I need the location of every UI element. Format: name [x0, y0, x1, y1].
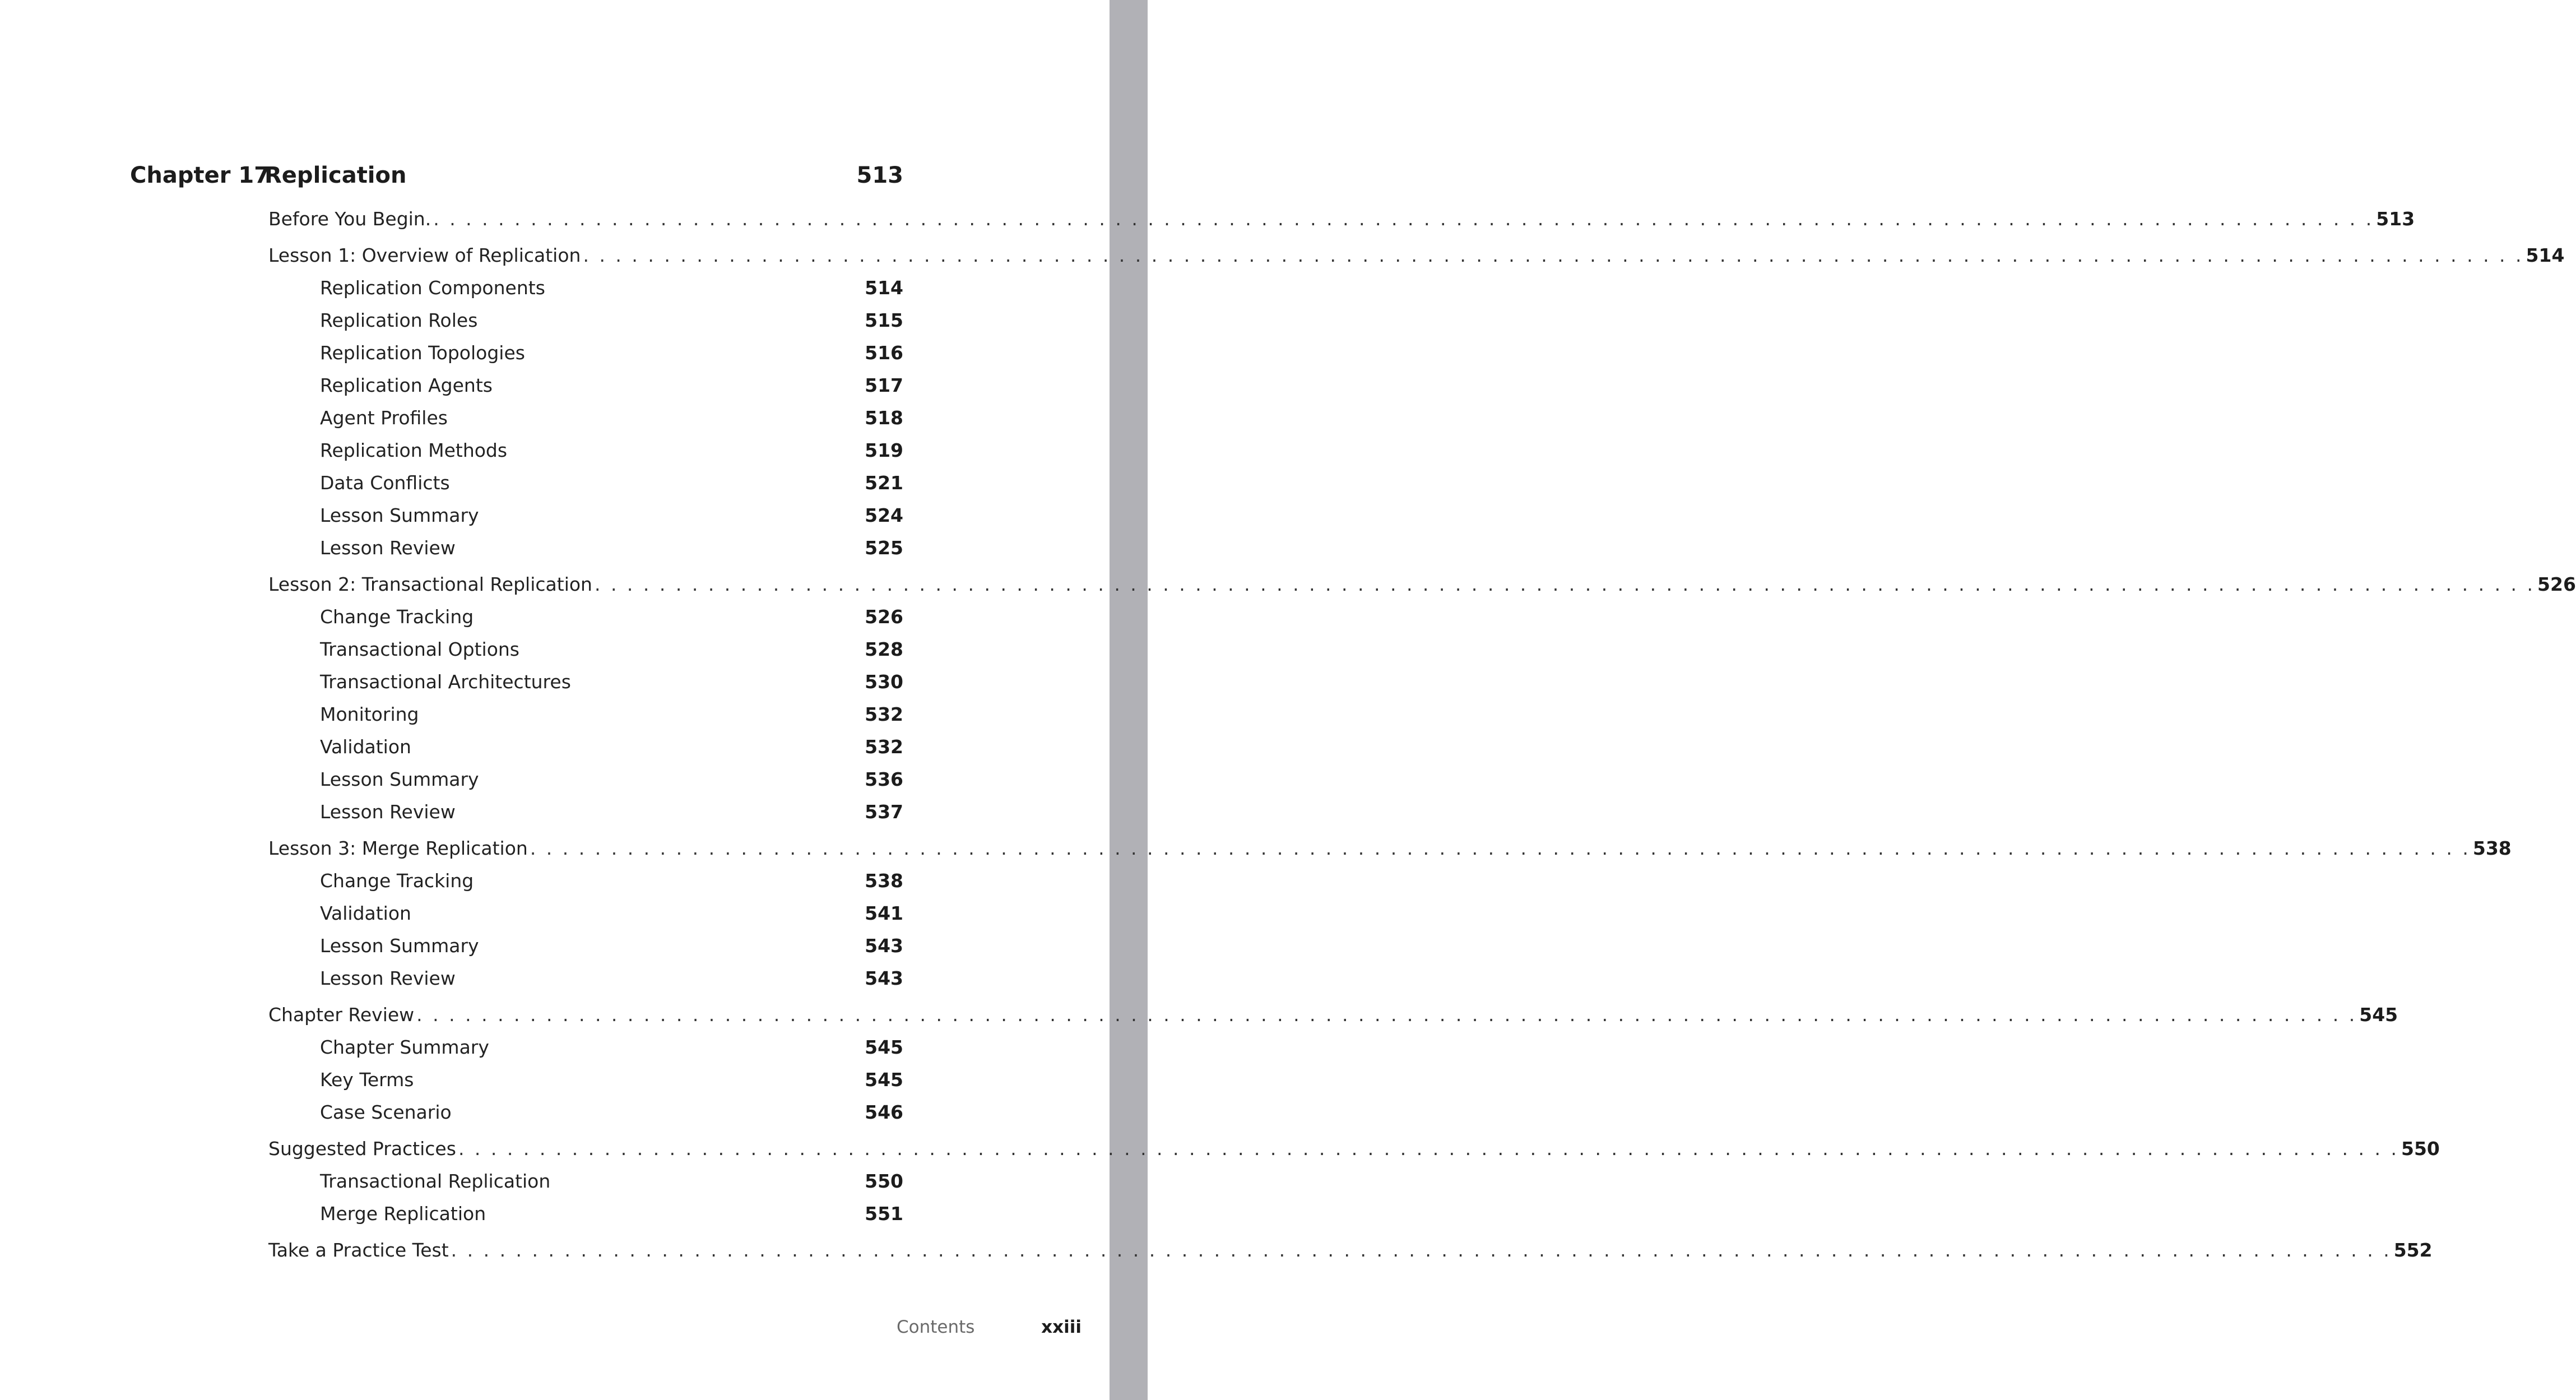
toc-page-number: 545	[865, 1036, 903, 1058]
toc-page-number: 525	[865, 537, 903, 559]
toc-entry-label: Lesson 2: Transactional Replication	[268, 573, 592, 595]
toc-entry-label: Replication Topologies	[320, 342, 525, 364]
toc-subsection-entry	[320, 1035, 903, 1060]
toc-entry-label: Chapter Review	[268, 1004, 415, 1026]
toc-subsection-entry	[320, 637, 903, 662]
toc-page-number: 516	[865, 342, 903, 364]
chapter-number: Chapter 17	[130, 163, 270, 188]
toc-entry-label: Lesson Review	[320, 801, 456, 823]
toc-page-number: 514	[2526, 244, 2565, 266]
footer-label: Contents	[897, 1317, 975, 1337]
chapter-heading	[130, 163, 903, 196]
toc-entry-label: Validation	[320, 902, 411, 924]
toc-entry-label: Replication Agents	[320, 374, 493, 396]
toc-section-entry	[268, 572, 2576, 597]
toc-page-number: 545	[865, 1069, 903, 1091]
toc-subsection-entry	[320, 503, 903, 528]
toc-entry-label: Lesson Summary	[320, 504, 479, 526]
toc-entry-label: Transactional Architectures	[320, 671, 571, 693]
toc-subsection-entry	[320, 1202, 903, 1226]
toc-entry-label: Lesson Summary	[320, 935, 479, 957]
toc-subsection-entry	[320, 373, 903, 398]
toc-entry-label: Merge Replication	[320, 1203, 486, 1225]
toc-subsection-entry	[320, 341, 903, 365]
toc-entry-label: Suggested Practices	[268, 1138, 456, 1160]
toc-entry-label: Transactional Options	[320, 638, 519, 660]
toc-subsection-entry	[320, 735, 903, 759]
toc-subsection-entry	[320, 702, 903, 727]
toc-page-number: 518	[865, 407, 903, 429]
toc-section-entry	[268, 836, 2512, 861]
page-footer	[897, 1317, 1082, 1342]
toc-page-number: 538	[865, 870, 903, 892]
toc-subsection-entry	[320, 901, 903, 926]
chapter-title: Replication	[264, 163, 407, 188]
toc-entry-label: Case Scenario	[320, 1101, 452, 1123]
dot-leader: . . . . . . . . . . . . . . . . . . . . . . . . . . . . . . . . . . . . . . . . . . . . . . . . . . . . . . . . . . . . . . . . . . . . . . . . . . . . . . . . . . . . . . . . . . . . . . . . . . . . . . . . . . . . . . . . . . . . . . . .	[583, 244, 2524, 266]
toc-entry-label: Replication Methods	[320, 439, 508, 461]
toc-page-number: 543	[865, 967, 903, 989]
toc-subsection-entry	[320, 869, 903, 893]
toc-entry-label: Change Tracking	[320, 870, 474, 892]
toc-subsection-entry	[320, 438, 903, 463]
toc-page-number: 526	[2537, 573, 2576, 595]
toc-page-number: 550	[865, 1170, 903, 1192]
toc-subsection-entry	[320, 767, 903, 792]
toc-page-number: 552	[2393, 1239, 2433, 1261]
toc-subsection-entry	[320, 308, 903, 333]
toc-subsection-entry	[320, 1100, 903, 1125]
toc-entry-label: Lesson Review	[320, 537, 456, 559]
dot-leader: . . . . . . . . . . . . . . . . . . . . . . . . . . . . . . . . . . . . . . . . . . . . . . . . . . . . . . . . . . . . . . . . . . . . . . . . . . . . . . . . . . . . . . . . . . . . . . . . . . . . . . . . . . . . . . . . . . . . . . . .	[530, 837, 2471, 859]
toc-entry-label: Lesson Review	[320, 967, 456, 989]
toc-section-entry	[268, 207, 2415, 231]
dot-leader: . . . . . . . . . . . . . . . . . . . . . . . . . . . . . . . . . . . . . . . . . . . . . . . . . . . . . . . . . . . . . . . . . . . . . . . . . . . . . . . . . . . . . . . . . . . . . . . . . . . . . . . . . . . . . . . . . . . . . . . .	[594, 573, 2536, 595]
toc-page-number: 532	[865, 736, 903, 758]
toc-entry-label: Change Tracking	[320, 606, 474, 628]
toc-section-entry	[268, 1003, 2398, 1027]
toc-page-number: 550	[2401, 1138, 2440, 1160]
toc-page-number: 521	[865, 472, 903, 494]
dot-leader: . . . . . . . . . . . . . . . . . . . . . . . . . . . . . . . . . . . . . . . . . . . . . . . . . . . . . . . . . . . . . . . . . . . . . . . . . . . . . . . . . . . . . . . . . . . . . . . . . . . . . . . . . . . . . . . . . . . . . . . .	[451, 1239, 2392, 1261]
toc-subsection-entry	[320, 670, 903, 694]
toc-page-number: 515	[865, 309, 903, 331]
toc-page-number: 530	[865, 671, 903, 693]
toc-entry-label: Take a Practice Test	[268, 1239, 449, 1261]
toc-page-number: 528	[865, 638, 903, 660]
dot-leader: . . . . . . . . . . . . . . . . . . . . . . . . . . . . . . . . . . . . . . . . . . . . . . . . . . . . . . . . . . . . . . . . . . . . . . . . . . . . . . . . . . . . . . . . . . . . . . . . . . . . . . . . . . . . . . . . . . . . . . . .	[433, 208, 2374, 230]
dot-leader: . . . . . . . . . . . . . . . . . . . . . . . . . . . . . . . . . . . . . . . . . . . . . . . . . . . . . . . . . . . . . . . . . . . . . . . . . . . . . . . . . . . . . . . . . . . . . . . . . . . . . . . . . . . . . . . . . . . . . . . .	[416, 1004, 2357, 1026]
toc-page-number: 541	[865, 902, 903, 924]
toc-subsection-entry	[320, 1068, 903, 1092]
toc-entry-label: Lesson 1: Overview of Replication	[268, 244, 581, 266]
toc-section-entry	[268, 1238, 2433, 1263]
toc-subsection-entry	[320, 800, 903, 824]
toc-entry-label: Transactional Replication	[320, 1170, 551, 1192]
toc-subsection-entry	[320, 536, 903, 560]
toc-entry-label: Replication Roles	[320, 309, 478, 331]
toc-entry-label: Data Conflicts	[320, 472, 450, 494]
toc-page-number: 537	[865, 801, 903, 823]
toc-subsection-entry	[320, 406, 903, 430]
toc-entry-label: Replication Components	[320, 277, 545, 299]
toc-page-number: 513	[2376, 208, 2415, 230]
toc-entry-label: Agent Profiles	[320, 407, 448, 429]
toc-subsection-entry	[320, 471, 903, 495]
toc-page-number: 543	[865, 935, 903, 957]
toc-entry-label: Lesson 3: Merge Replication	[268, 837, 528, 859]
toc-entry-label: Validation	[320, 736, 411, 758]
toc-page-number: 524	[865, 504, 903, 526]
dot-leader: . . . . . . . . . . . . . . . . . . . . . . . . . . . . . . . . . . . . . . . . . . . . . . . . . . . . . . . . . . . . . . . . . . . . . . . . . . . . . . . . . . . . . . . . . . . . . . . . . . . . . . . . . . . . . . . . . . . . . . . .	[458, 1138, 2399, 1160]
toc-page-number: 532	[865, 703, 903, 725]
toc-page-number: 551	[865, 1203, 903, 1225]
toc-page-number: 538	[2472, 837, 2512, 859]
toc-page-number: 514	[865, 277, 903, 299]
toc-subsection-entry	[320, 276, 903, 300]
toc-subsection-entry	[320, 966, 903, 991]
toc-section-entry	[268, 1137, 2440, 1161]
chapter-page-number: 513	[856, 163, 903, 188]
toc-subsection-entry	[320, 934, 903, 958]
toc-entry-label: Lesson Summary	[320, 768, 479, 790]
toc-subsection-entry	[320, 605, 903, 629]
toc-entry-label: Key Terms	[320, 1069, 414, 1091]
toc-entry-label: Before You Begin.	[268, 208, 431, 230]
toc-entry-label: Monitoring	[320, 703, 419, 725]
toc-page-number: 519	[865, 439, 903, 461]
toc-page-number: 526	[865, 606, 903, 628]
toc-page-number: 517	[865, 374, 903, 396]
toc-section-entry	[268, 243, 2565, 268]
toc-entry-label: Chapter Summary	[320, 1036, 489, 1058]
toc-page-number: 545	[2359, 1004, 2398, 1026]
toc-page-number: 536	[865, 768, 903, 790]
toc-subsection-entry	[320, 1169, 903, 1194]
footer-page-number: xxiii	[1041, 1317, 1082, 1337]
toc-page-number: 546	[865, 1101, 903, 1123]
